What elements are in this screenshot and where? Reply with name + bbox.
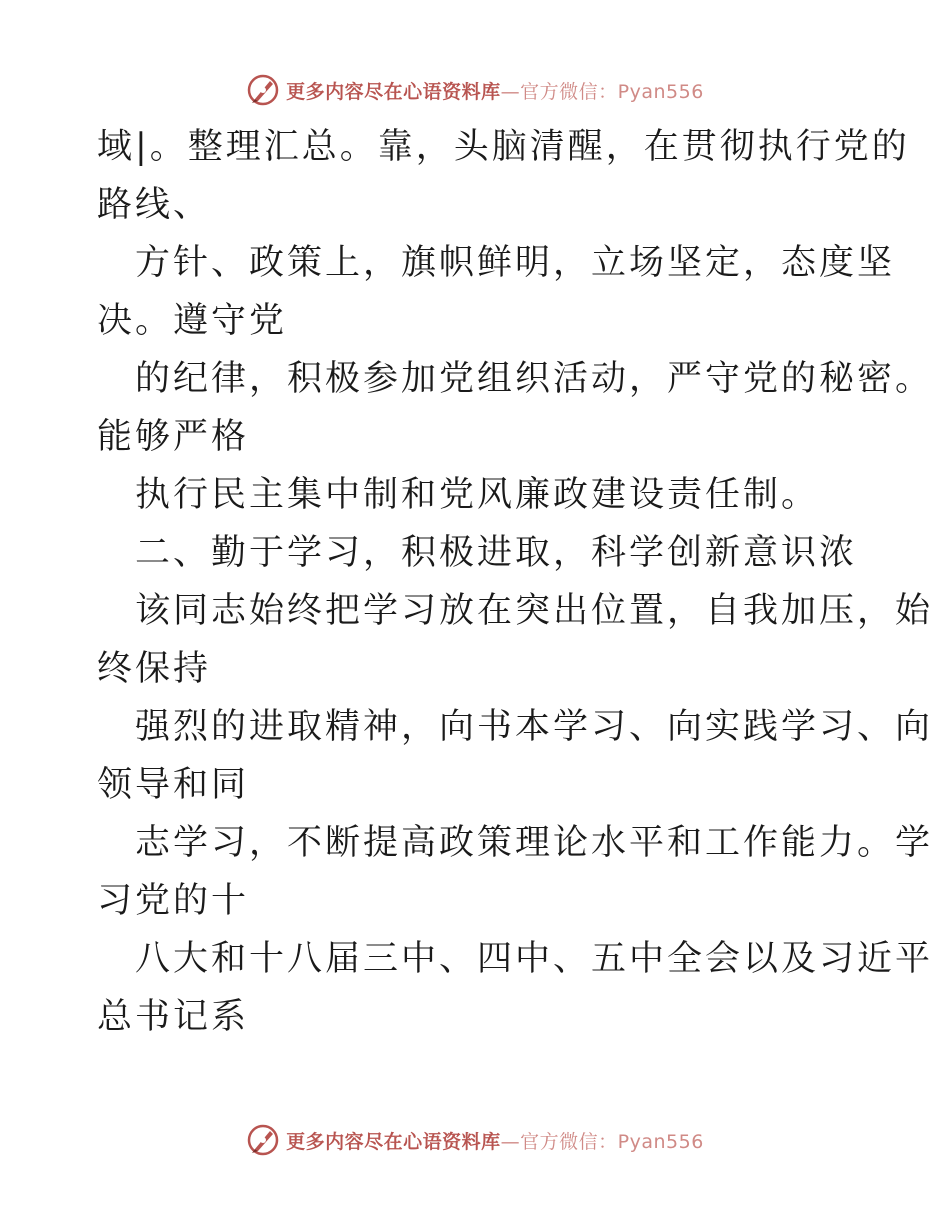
footer-banner [0,1120,950,1160]
footer-banner-text [286,1127,704,1154]
quill-pen-logo-icon [246,1123,280,1157]
text-line: 方针、政策上，旗帜鲜明，立场坚定，态度坚 [135,243,896,283]
text-line: 执行民主集中制和党风廉政建设责任制。 [135,475,820,515]
header-banner-sub-text: —官方微信：Pyan556 [500,80,704,103]
header-banner-main-text: 更多内容尽在心语资料库 [286,80,501,103]
quill-pen-logo-icon [246,73,280,107]
header-banner-content [246,73,704,107]
text-line: 能够严格 [97,417,250,457]
footer-banner-main-text: 更多内容尽在心语资料库 [286,1130,501,1153]
footer-banner-content [246,1123,704,1157]
text-line: 领导和同 [97,765,250,805]
text-line: 习党的十 [97,881,250,921]
document-body [97,118,934,1046]
footer-banner-sub-text: —官方微信：Pyan556 [500,1130,704,1153]
text-line: 的纪律，积极参加党组织活动，严守党的秘密。 [135,359,934,399]
section-heading: 二、勤于学习，积极进取，科学创新意识浓 [135,533,858,573]
text-line: 路线、 [97,185,212,225]
header-banner-text [286,77,704,104]
text-line: 决。遵守党 [97,301,288,341]
text-line: 终保持 [97,649,212,689]
text-line: 该同志始终把学习放在突出位置，自我加压，始 [135,591,934,631]
text-line: 总书记系 [97,997,250,1037]
text-line: 志学习，不断提高政策理论水平和工作能力。学 [135,823,934,863]
header-banner [0,70,950,110]
text-line: 八大和十八届三中、四中、五中全会以及习近平 [135,939,934,979]
text-line: 强烈的进取精神，向书本学习、向实践学习、向 [135,707,934,747]
text-line: 域|。整理汇总。靠，头脑清醒，在贯彻执行党的 [97,127,910,167]
